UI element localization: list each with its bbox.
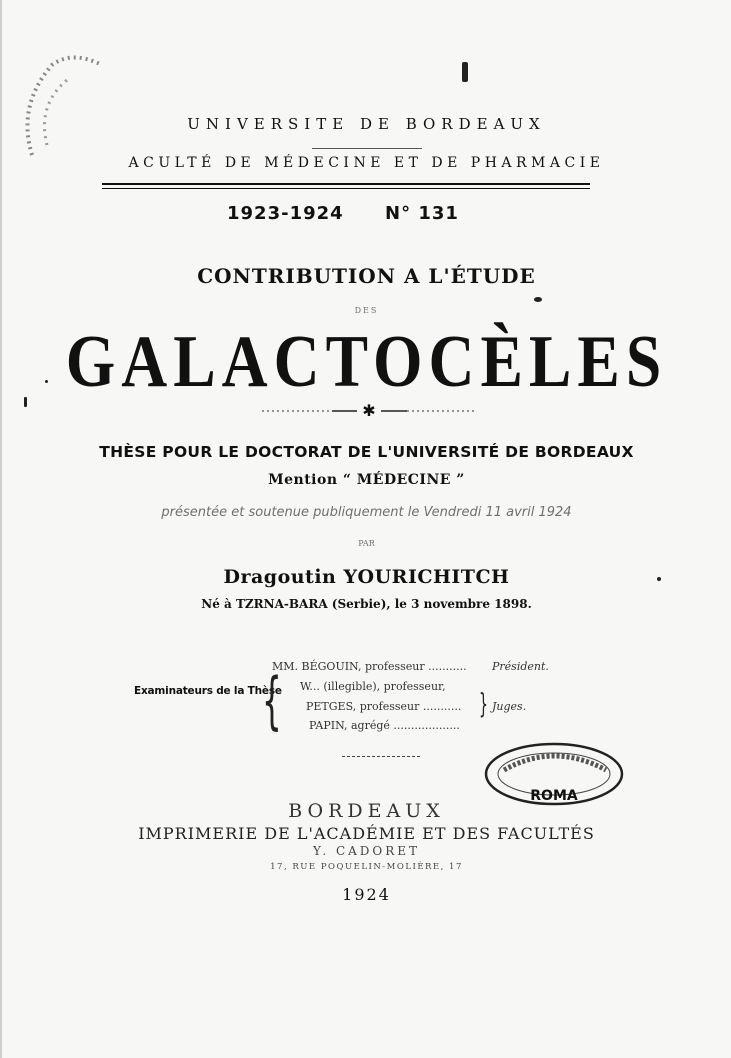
library-stamp [482,740,627,808]
ink-speck [45,380,48,383]
ink-speck [534,297,542,302]
author-birth: Né à TZRNA-BARA (Serbie), le 3 novembre 1898. [201,597,532,611]
imprint-press: IMPRIMERIE DE L'ACADÉMIE ET DES FACULTÉS [138,824,595,843]
examiners-label: Examinateurs de la Thèse [134,685,282,697]
dotted-separator [342,756,420,757]
mention-line: Mention “ MÉDECINE ” [268,472,465,488]
main-title: GALACTOCÈLES [65,321,668,403]
ink-speck [657,577,661,581]
contribution-heading: CONTRIBUTION A L'ÉTUDE [197,264,536,288]
jury-member: PETGES, professeur ........... [306,700,462,713]
ink-speck [462,62,468,82]
des-word: DES [354,306,379,315]
university-name: UNIVERSITE DE BORDEAUX [187,115,546,133]
jury-bracket-right: } [479,687,488,720]
header-rule [102,183,590,185]
author-name: Dragoutin YOURICHITCH [223,566,510,588]
presentation-date: présentée et soutenue publiquement le Vendredi 11 avril 1924 [161,505,572,520]
jury-member: W... (illegible), professeur, [300,680,446,693]
stamp-text: ROMA [530,788,578,804]
svg-text:✱: ✱ [362,401,376,420]
faculty-name: ACULTÉ DE MÉDECINE ET DE PHARMACIE [128,155,605,171]
jury-bracket-left: { [262,664,282,737]
par-word: PAR [358,539,375,548]
ornament-divider [257,401,482,421]
header-rule-thin [102,188,590,189]
faded-stamp-mark [12,45,112,165]
judges-role: Juges. [492,700,527,713]
thesis-statement: THÈSE POUR LE DOCTORAT DE L'UNIVERSITÉ DE BORDEAUX [99,443,634,461]
jury-member: MM. BÉGOUIN, professeur ........... [272,660,467,673]
imprint-city: BORDEAUX [288,800,445,822]
imprint-address: 17, RUE POQUELIN-MOLIÈRE, 17 [270,862,463,872]
president-role: Président. [492,660,549,673]
jury-member: PAPIN, agrégé ................... [309,719,460,732]
academic-year: 1923-1924 [227,203,344,224]
short-rule [312,148,422,149]
publication-year: 1924 [342,885,391,904]
thesis-number: N° 131 [385,203,459,224]
imprint-printer: Y. CADORET [312,844,421,858]
ink-speck [24,397,27,407]
